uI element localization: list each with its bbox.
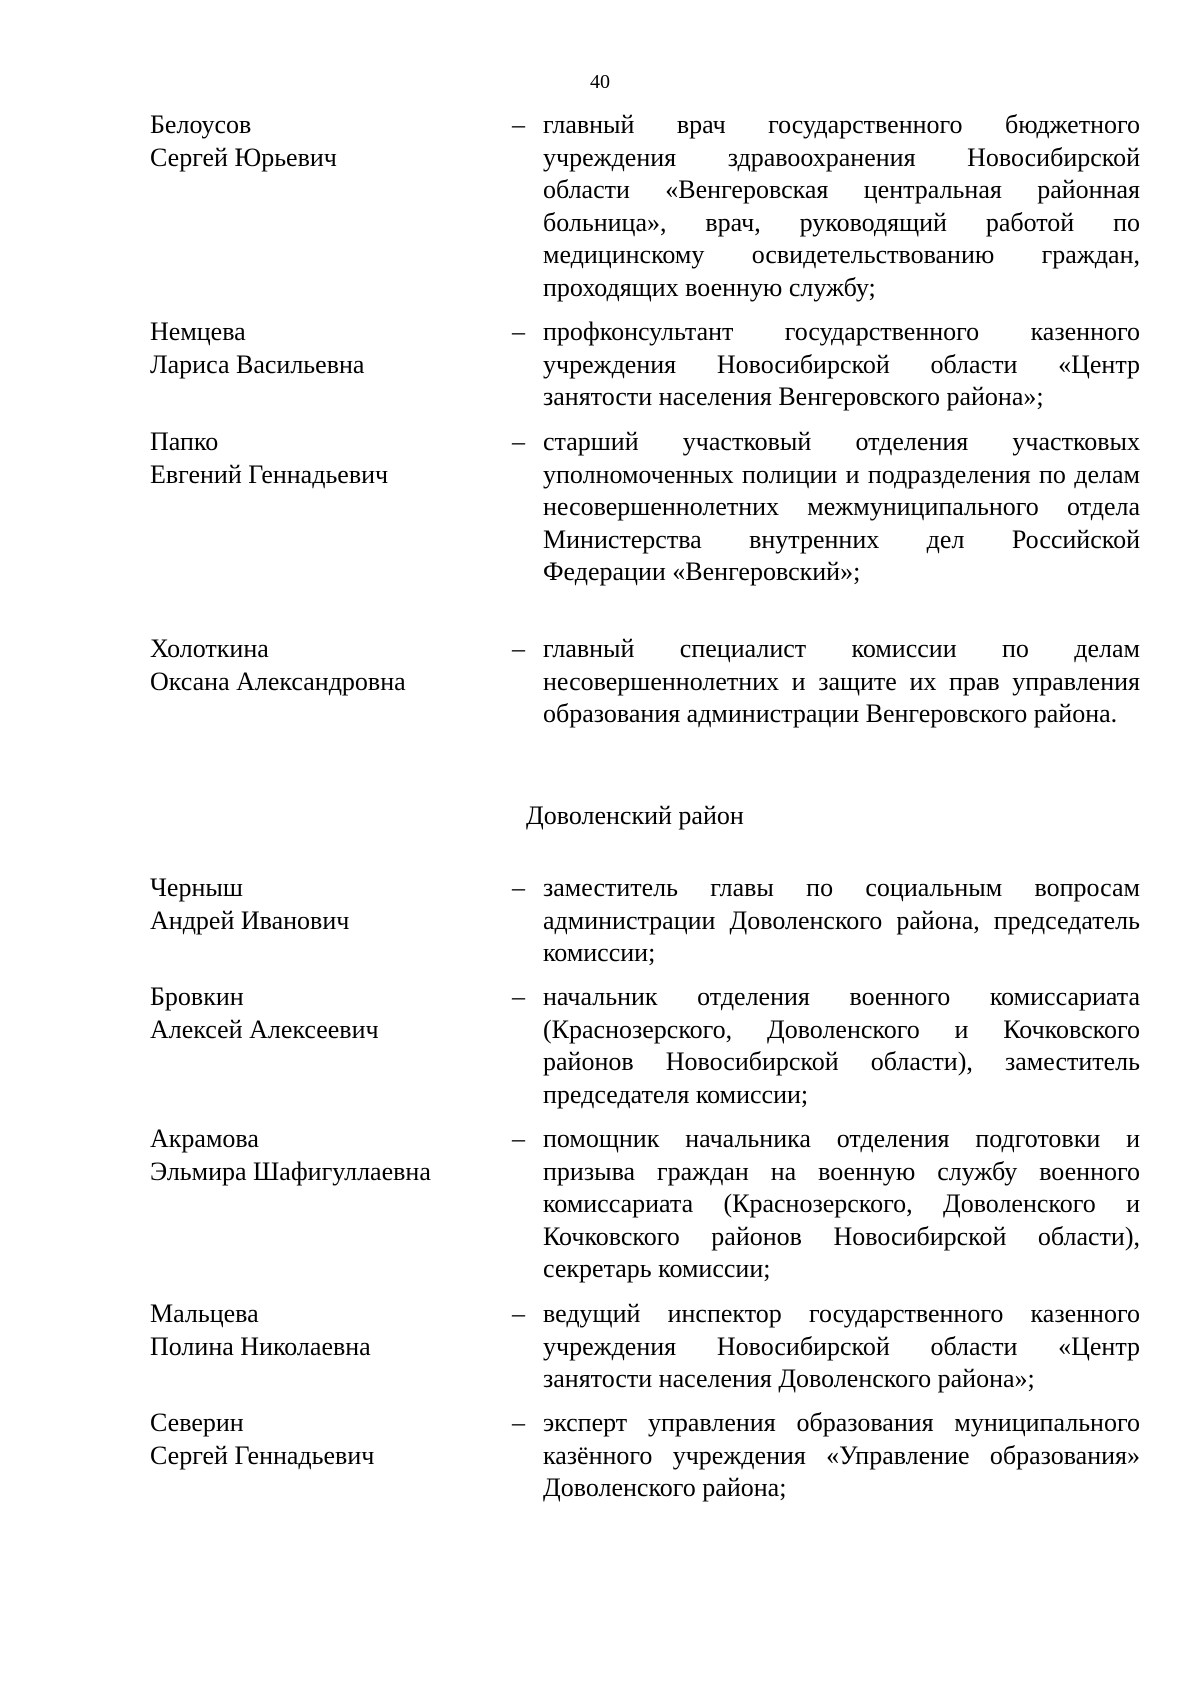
dash-separator: – <box>512 873 525 902</box>
dash-separator: – <box>512 110 525 139</box>
dash-separator: – <box>512 1408 525 1437</box>
dash-separator: – <box>512 1124 525 1153</box>
member-name <box>150 1407 490 1472</box>
member-surname: Холоткина <box>150 634 269 663</box>
member-name <box>150 633 490 698</box>
member-given-names: Евгений Геннадьевич <box>150 459 389 489</box>
member-name <box>150 872 490 937</box>
member-given-names: Эльмира Шафигуллаевна <box>150 1156 431 1186</box>
member-surname: Северин <box>150 1408 244 1437</box>
member-surname: Мальцева <box>150 1299 259 1328</box>
dash-separator: – <box>512 317 525 346</box>
member-surname: Черныш <box>150 873 243 902</box>
member-given-names: Полина Николаевна <box>150 1331 371 1361</box>
member-position: профконсультант государственного казенного учреждения Новосибирской области «Центр занятости населения Венгеровского района»; <box>543 317 1140 412</box>
section-heading: Доволенский район <box>526 801 744 830</box>
member-given-names: Оксана Александровна <box>150 666 406 696</box>
member-given-names: Андрей Иванович <box>150 905 350 935</box>
member-position: заместитель главы по социальным вопросам администрации Доволенского района, председатель комиссии; <box>543 873 1140 968</box>
member-given-names: Лариса Васильевна <box>150 349 365 379</box>
member-surname: Папко <box>150 427 219 456</box>
dash-separator: – <box>512 1299 525 1328</box>
member-position: начальник отделения военного комиссариата (Краснозерского, Доволенского и Кочковского районов Новосибирской области), заместитель председателя комиссии; <box>543 982 1140 1109</box>
member-surname: Акрамова <box>150 1124 259 1153</box>
member-position: старший участковый отделения участковых уполномоченных полиции и подразделения по делам несовершеннолетних межмуниципального отдела Министерства внутренних дел Российской Федерации «Венгеровский»; <box>543 427 1140 587</box>
member-name <box>150 1123 490 1188</box>
member-given-names: Алексей Алексеевич <box>150 1014 379 1044</box>
member-position: эксперт управления образования муниципального казённого учреждения «Управление образования» Доволенского района; <box>543 1408 1140 1503</box>
member-surname: Бровкин <box>150 982 244 1011</box>
page-number: 40 <box>590 71 610 93</box>
member-position: главный врач государственного бюджетного учреждения здравоохранения Новосибирской области «Венгеровская центральная районная больница», врач, руководящий работой по медицинскому освидетельствованию граждан, проходящих военную службу; <box>543 110 1140 302</box>
member-name <box>150 426 490 491</box>
member-given-names: Сергей Геннадьевич <box>150 1440 375 1470</box>
member-given-names: Сергей Юрьевич <box>150 142 337 172</box>
member-position: ведущий инспектор государственного казенного учреждения Новосибирской области «Центр занятости населения Доволенского района»; <box>543 1299 1140 1394</box>
dash-separator: – <box>512 982 525 1011</box>
member-name <box>150 981 490 1046</box>
member-position: помощник начальника отделения подготовки и призыва граждан на военную службу военного комиссариата (Краснозерского, Доволенского и Кочковского районов Новосибирской области), секретарь комиссии; <box>543 1124 1140 1284</box>
member-name <box>150 316 490 381</box>
member-surname: Немцева <box>150 317 246 346</box>
member-surname: Белоусов <box>150 110 252 139</box>
dash-separator: – <box>512 634 525 663</box>
dash-separator: – <box>512 427 525 456</box>
member-name <box>150 109 490 174</box>
member-position: главный специалист комиссии по делам несовершеннолетних и защите их прав управления образования администрации Венгеровского района. <box>543 634 1140 729</box>
member-name <box>150 1298 490 1363</box>
